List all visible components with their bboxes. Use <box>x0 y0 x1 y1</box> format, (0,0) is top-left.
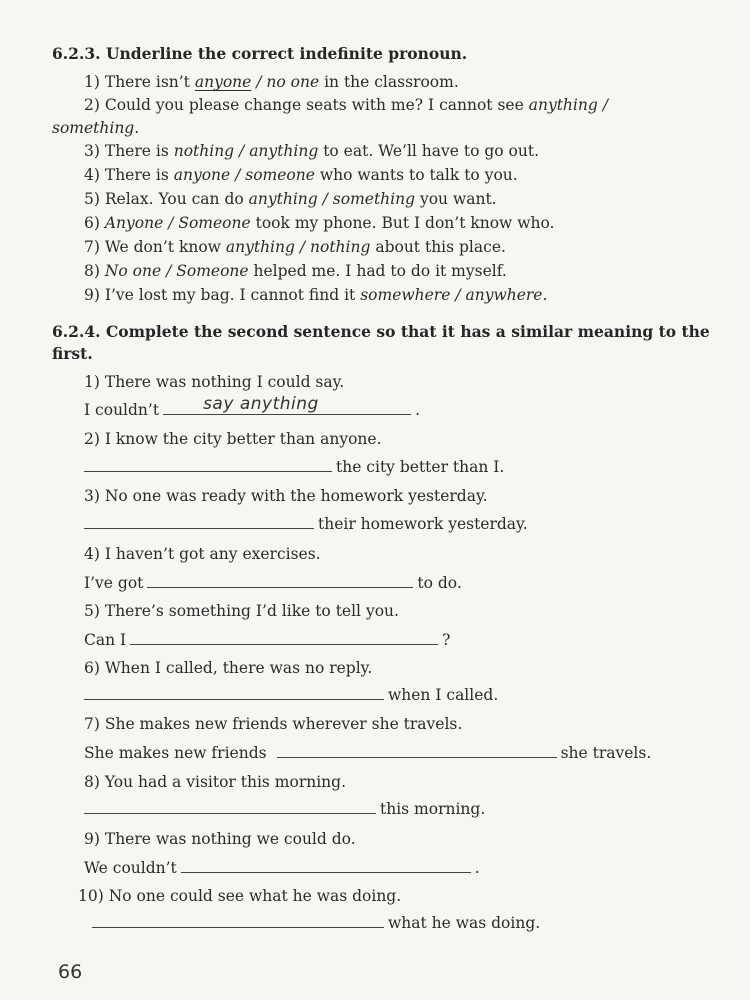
answer-line: what he was doing. <box>92 914 540 932</box>
prompt-sentence: 2) I know the city better than anyone. <box>84 430 382 448</box>
answer-blank[interactable] <box>277 745 557 758</box>
exercise-item-continuation: something. <box>52 119 140 137</box>
exercise-title: 6.2.3. Underline the correct indefinite pronoun. <box>52 44 468 63</box>
prompt-sentence: 9) There was nothing we could do. <box>84 830 356 848</box>
selected-answer[interactable]: anyone <box>194 73 252 91</box>
exercise-title: 6.2.4. Complete the second sentence so that it has a similar meaning to the <box>52 322 710 341</box>
prompt-sentence: 3) No one was ready with the homework yesterday. <box>84 487 488 505</box>
handwritten-answer: say anything <box>203 394 319 414</box>
answer-blank[interactable] <box>84 459 332 472</box>
exercise-item: 9) I’ve lost my bag. I cannot find it somewhere / anywhere. <box>84 286 548 304</box>
prompt-sentence: 6) When I called, there was no reply. <box>84 659 373 677</box>
page-number: 66 <box>58 961 83 983</box>
prompt-sentence: 8) You had a visitor this morning. <box>84 773 347 791</box>
answer-line: She makes new friends she travels. <box>84 744 652 762</box>
answer-blank[interactable] <box>147 575 413 588</box>
answer-line: Can I ? <box>84 631 451 649</box>
exercise-item: 1) There isn’t anyone / no one in the classroom. <box>84 73 459 91</box>
answer-line: this morning. <box>84 800 485 818</box>
exercise-item: 6) Anyone / Someone took my phone. But I don’t know who. <box>84 214 555 232</box>
answer-line: I couldn’t say anything . <box>84 394 421 419</box>
answer-line: their homework yesterday. <box>84 515 528 533</box>
answer-blank[interactable] <box>84 687 384 700</box>
prompt-sentence: 5) There’s something I’d like to tell you. <box>84 602 399 620</box>
exercise-item: 4) There is anyone / someone who wants to talk to you. <box>84 166 518 184</box>
prompt-sentence: 10) No one could see what he was doing. <box>78 887 402 905</box>
answer-blank[interactable] <box>181 860 471 873</box>
answer-line: We couldn’t . <box>84 859 480 877</box>
answer-blank[interactable] <box>84 516 314 529</box>
exercise-item: 3) There is nothing / anything to eat. We’ll have to go out. <box>84 142 539 160</box>
answer-blank[interactable] <box>84 801 376 814</box>
answer-line: the city better than I. <box>84 458 504 476</box>
prompt-sentence: 1) There was nothing I could say. <box>84 373 345 391</box>
exercise-item: 5) Relax. You can do anything / something you want. <box>84 190 497 208</box>
exercise-title-continuation: first. <box>52 344 93 363</box>
answer-blank[interactable] <box>92 915 384 928</box>
answer-line: I’ve got to do. <box>84 574 462 592</box>
answer-blank[interactable] <box>130 632 438 645</box>
exercise-item: 2) Could you please change seats with me? I cannot see anything / <box>84 96 608 114</box>
answer-line: when I called. <box>84 686 498 704</box>
exercise-item: 8) No one / Someone helped me. I had to do it myself. <box>84 262 507 280</box>
prompt-sentence: 4) I haven’t got any exercises. <box>84 545 321 563</box>
exercise-item: 7) We don’t know anything / nothing about this place. <box>84 238 506 256</box>
prompt-sentence: 7) She makes new friends wherever she travels. <box>84 715 463 733</box>
